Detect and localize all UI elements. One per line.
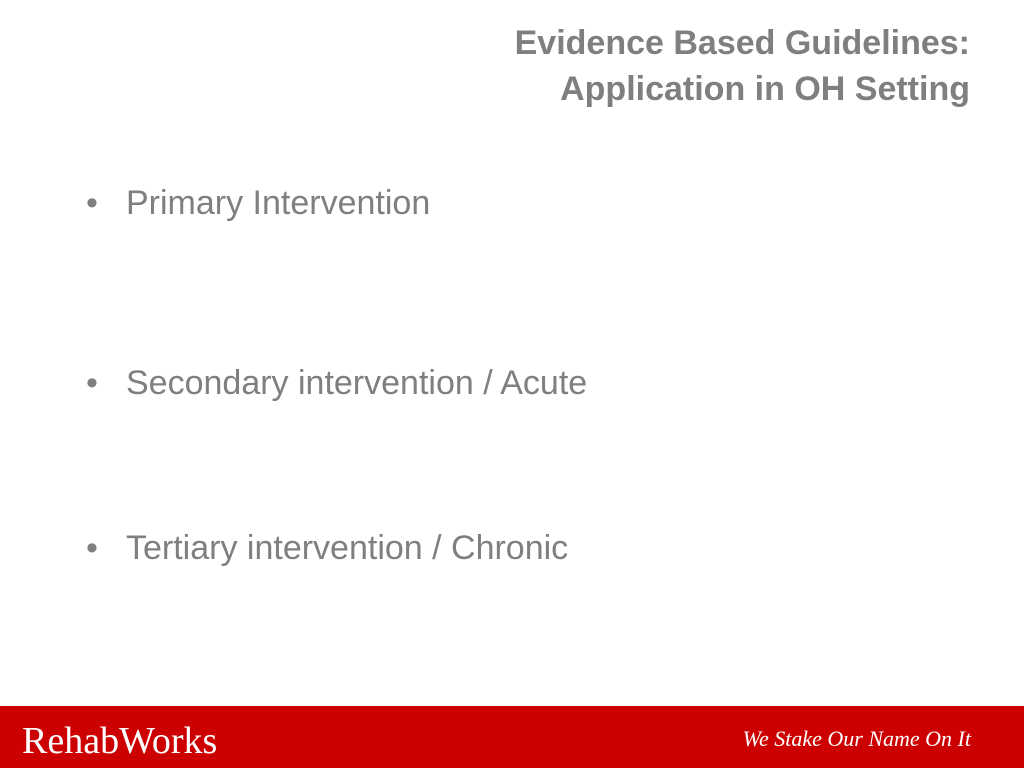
bullet-dot-icon: •	[86, 184, 98, 222]
slide-title-line-2: Application in OH Setting	[560, 70, 970, 108]
footer-tagline: We Stake Our Name On It	[742, 726, 971, 751]
slide-title-line-1: Evidence Based Guidelines:	[514, 24, 970, 62]
footer-bar	[0, 706, 1024, 768]
bullet-text: Primary Intervention	[126, 184, 431, 222]
bullet-item-primary	[86, 183, 430, 223]
bullet-text: Secondary intervention / Acute	[126, 364, 588, 402]
slide-title	[270, 20, 970, 112]
bullet-text: Tertiary intervention / Chronic	[126, 529, 569, 567]
bullet-item-tertiary	[86, 528, 568, 568]
bullet-dot-icon: •	[86, 529, 98, 567]
brand-logo-text: RehabWorks	[22, 720, 218, 762]
bullet-item-secondary	[86, 363, 587, 403]
bullet-dot-icon: •	[86, 364, 98, 402]
